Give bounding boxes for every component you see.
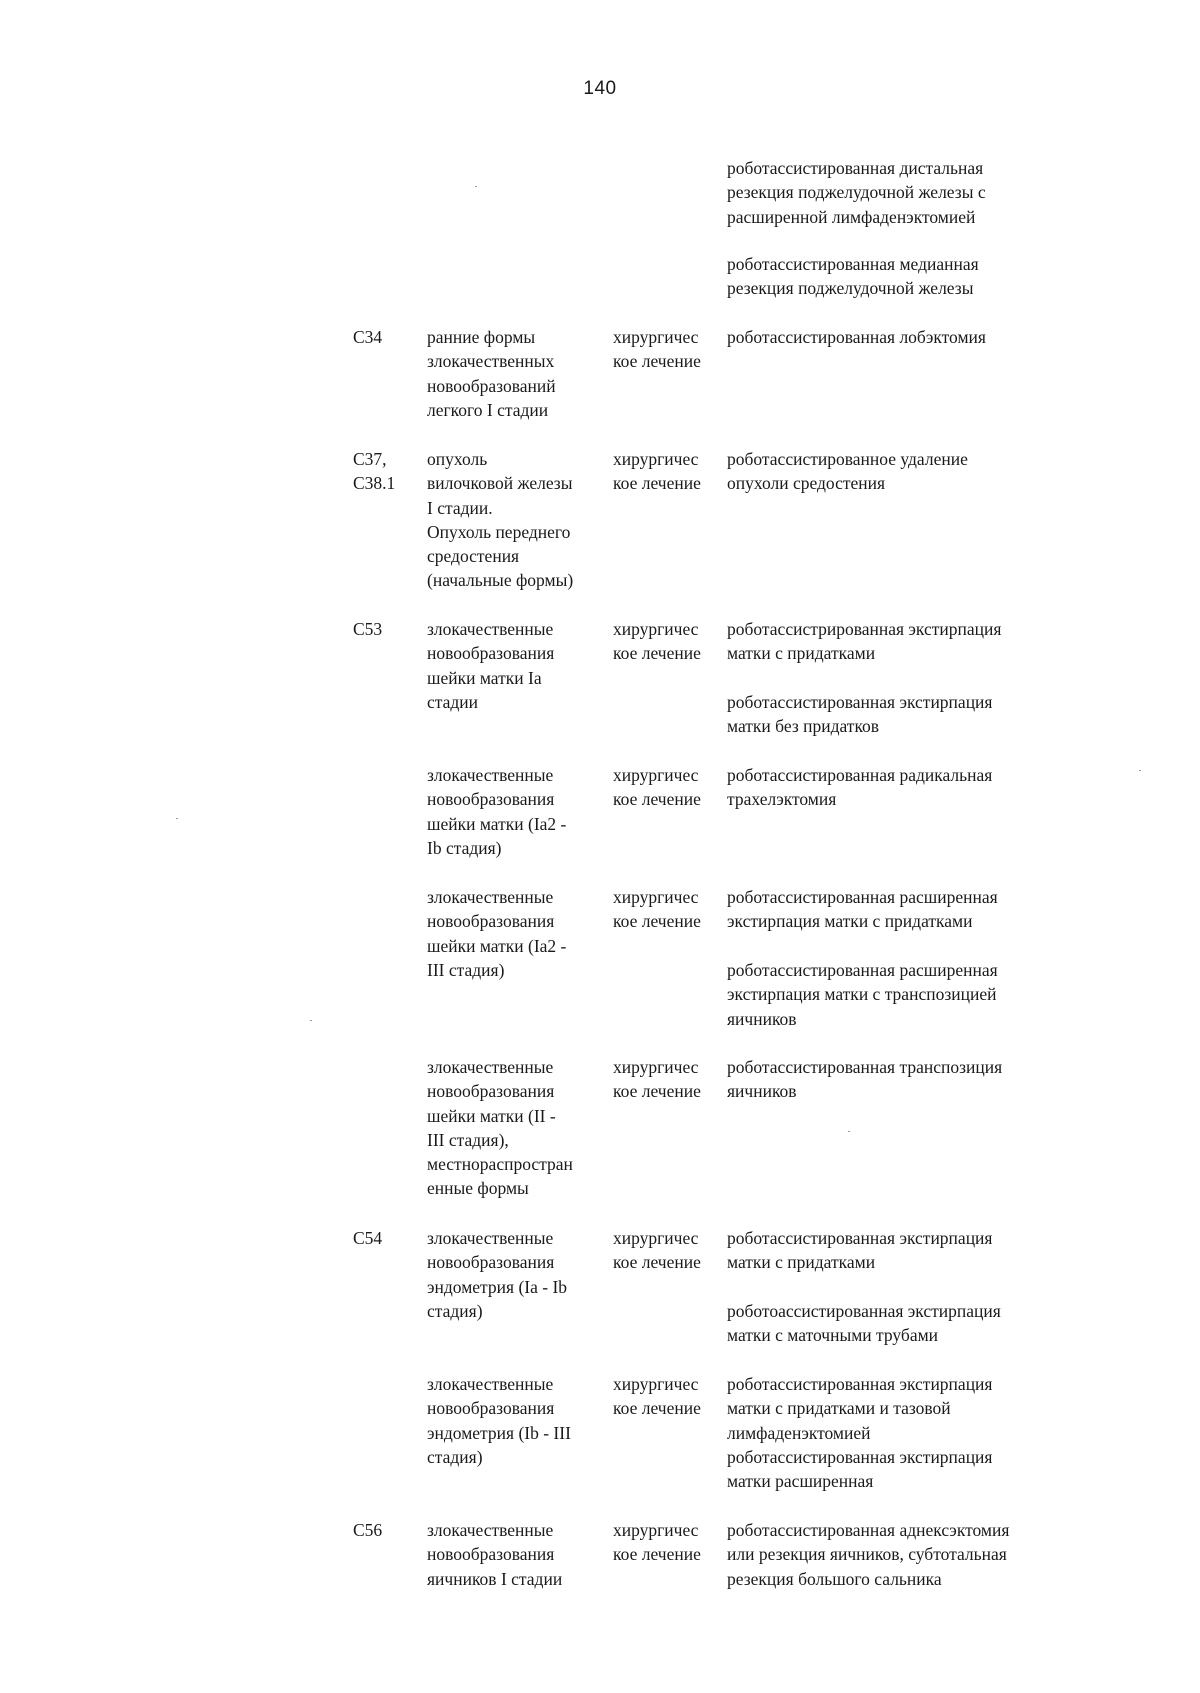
condition-text: злокачественные новообразования яичников I стадии bbox=[427, 1520, 563, 1589]
procedure-text: роботассистированная расширенная экстирпация матки с транспозицией яичников bbox=[727, 960, 998, 1029]
icd-code: C37, C38.1 bbox=[353, 449, 396, 494]
condition-text: злокачественные новообразования эндометрия (Ia - Ib стадия) bbox=[427, 1228, 568, 1321]
procedure-text: роботассистированная аднексэктомия или резекция яичников, субтотальная резекция большого сальника bbox=[727, 1520, 1010, 1589]
scan-speck bbox=[848, 1131, 850, 1132]
treatment-text: хирургичес кое лечение bbox=[613, 449, 701, 494]
procedure-text: роботассистированная медианная резекция поджелудочной железы bbox=[727, 254, 979, 299]
procedure-text: роботассистированная радикальная трахелэктомия bbox=[727, 765, 993, 810]
treatment-text: хирургичес кое лечение bbox=[613, 327, 701, 372]
icd-code: C54 bbox=[353, 1228, 383, 1248]
procedure-text: роботассистрированная экстирпация матки с придатками bbox=[727, 619, 1002, 664]
condition-text: опухоль вилочковой железы I стадии. Опухоль переднего средостения (начальные формы) bbox=[427, 449, 574, 591]
icd-code: C56 bbox=[353, 1520, 383, 1540]
condition-text: злокачественные новообразования шейки матки Ia стадии bbox=[427, 619, 555, 712]
treatment-text: хирургичес кое лечение bbox=[613, 1520, 701, 1565]
scan-speck bbox=[176, 818, 178, 819]
icd-code: C53 bbox=[353, 619, 383, 639]
procedure-text: роботассистированная расширенная экстирпация матки с придатками bbox=[727, 887, 998, 932]
treatment-text: хирургичес кое лечение bbox=[613, 619, 701, 664]
condition-text: злокачественные новообразования шейки матки (Ia2 - Ib стадия) bbox=[427, 765, 567, 858]
procedure-text: роботоассистированная экстирпация матки с маточными трубами bbox=[727, 1301, 1001, 1346]
condition-text: ранние формы злокачественных новообразований легкого I стадии bbox=[427, 327, 556, 420]
procedure-text: роботассистированная дистальная резекция поджелудочной железы с расширенной лимфаденэктомией bbox=[727, 158, 986, 227]
scan-speck bbox=[310, 1020, 312, 1021]
condition-text: злокачественные новообразования шейки матки (Ia2 - III стадия) bbox=[427, 887, 567, 980]
condition-text: злокачественные новообразования эндометрия (Ib - III стадия) bbox=[427, 1374, 571, 1467]
treatment-text: хирургичес кое лечение bbox=[613, 1057, 701, 1102]
treatment-text: хирургичес кое лечение bbox=[613, 765, 701, 810]
page-number: 140 bbox=[583, 78, 617, 99]
icd-code: C34 bbox=[353, 327, 383, 347]
scan-speck bbox=[475, 186, 477, 187]
procedure-text: роботассистированная экстирпация матки с придатками и тазовой лимфаденэктомией роботассистированная экстирпация матки расширенная bbox=[727, 1374, 993, 1492]
scan-speck bbox=[1139, 770, 1141, 771]
treatment-text: хирургичес кое лечение bbox=[613, 1228, 701, 1273]
treatment-text: хирургичес кое лечение bbox=[613, 1374, 701, 1419]
procedure-text: роботассистированная экстирпация матки с придатками bbox=[727, 1228, 993, 1273]
procedure-text: роботассистированная лобэктомия bbox=[727, 327, 986, 347]
condition-text: злокачественные новообразования шейки матки (II - III стадия), местнораспростран енные формы bbox=[427, 1057, 573, 1199]
treatment-text: хирургичес кое лечение bbox=[613, 887, 701, 932]
procedure-text: роботассистированная экстирпация матки без придатков bbox=[727, 692, 993, 737]
procedure-text: роботассистированная транспозиция яичников bbox=[727, 1057, 1003, 1102]
procedure-text: роботассистированное удаление опухоли средостения bbox=[727, 449, 968, 494]
